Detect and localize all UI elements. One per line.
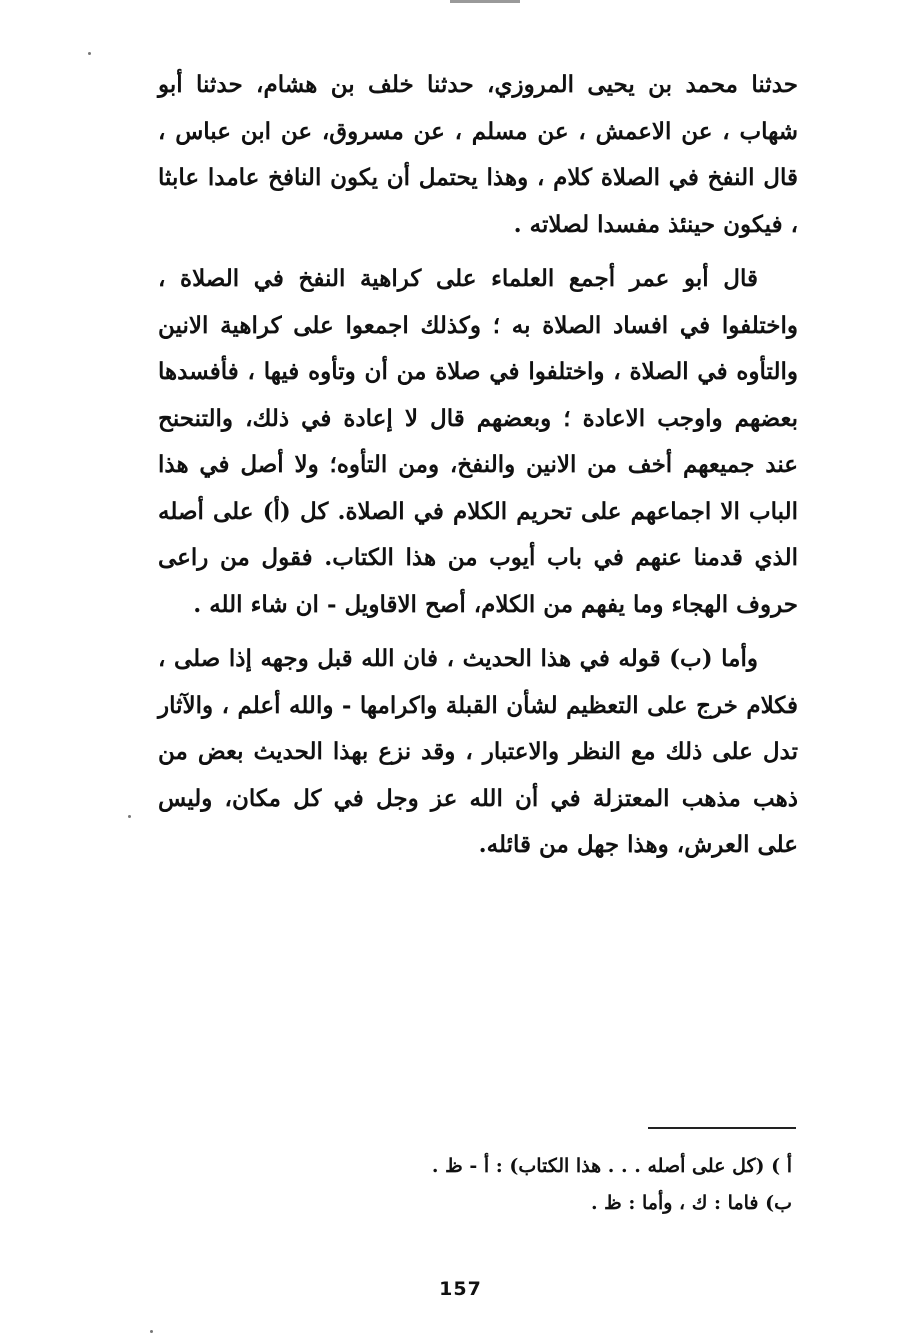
- scan-edge-mark: [450, 0, 520, 3]
- paragraph-spacer: [158, 628, 798, 636]
- footnote-b: ب) فاما : ك ، وأما : ظ .: [590, 1192, 792, 1214]
- footnote-a: أ ) (كل على أصله . . . هذا الكتاب) : أ - ظ .: [431, 1155, 792, 1177]
- footnotes: [300, 1148, 792, 1222]
- paragraph-2: قال أبو عمر أجمع العلماء على كراهية النفخ في الصلاة ، واختلفوا في افساد الصلاة به ؛ وكذلك اجمعوا على كراهية الانين والتأوه في الصلاة ، واختلفوا في صلاة من أن وتأوه فيها ، فأفسدها بعضهم واوجب الاعادة ؛ وبعضهم قال لا إعادة في ذلك، والتنحنح عند جميعهم أخف من الانين والنفخ، ومن التأوه؛ ولا أصل في هذا الباب الا اجماعهم على تحريم الكلام في الصلاة. كل (أ) على أصله الذي قدمنا عنهم في باب أيوب من هذا الكتاب. فقول من راعى حروف الهجاء وما يفهم من الكلام، أصح الاقاويل - ان شاء الله .: [158, 265, 798, 618]
- paragraph-1: حدثنا محمد بن يحيى المروزي، حدثنا خلف بن هشام، حدثنا أبو شهاب ، عن الاعمش ، عن مسلم ، عن مسروق، عن ابن عباس ، قال النفخ في الصلاة كلام ، وهذا يحتمل أن يكون النافخ عامدا عابثا ، فيكون حينئذ مفسدا لصلاته .: [158, 71, 798, 238]
- scan-speck: [128, 815, 131, 818]
- footnote-separator: [648, 1127, 796, 1129]
- page-number: 157: [439, 1278, 482, 1300]
- paragraph-3: وأما (ب) قوله في هذا الحديث ، فان الله قبل وجهه إذا صلى ، فكلام خرج على التعظيم لشأن القبلة واكرامها - والله أعلم ، والآثار تدل على ذلك مع النظر والاعتبار ، وقد نزع بهذا الحديث بعض من ذهب مذهب المعتزلة في أن الله عز وجل في كل مكان، وليس على العرش، وهذا جهل من قائله.: [158, 645, 798, 858]
- main-text: [158, 62, 798, 869]
- scan-speck: [150, 1330, 153, 1333]
- paragraph-spacer: [158, 248, 798, 256]
- scan-speck: [88, 52, 91, 55]
